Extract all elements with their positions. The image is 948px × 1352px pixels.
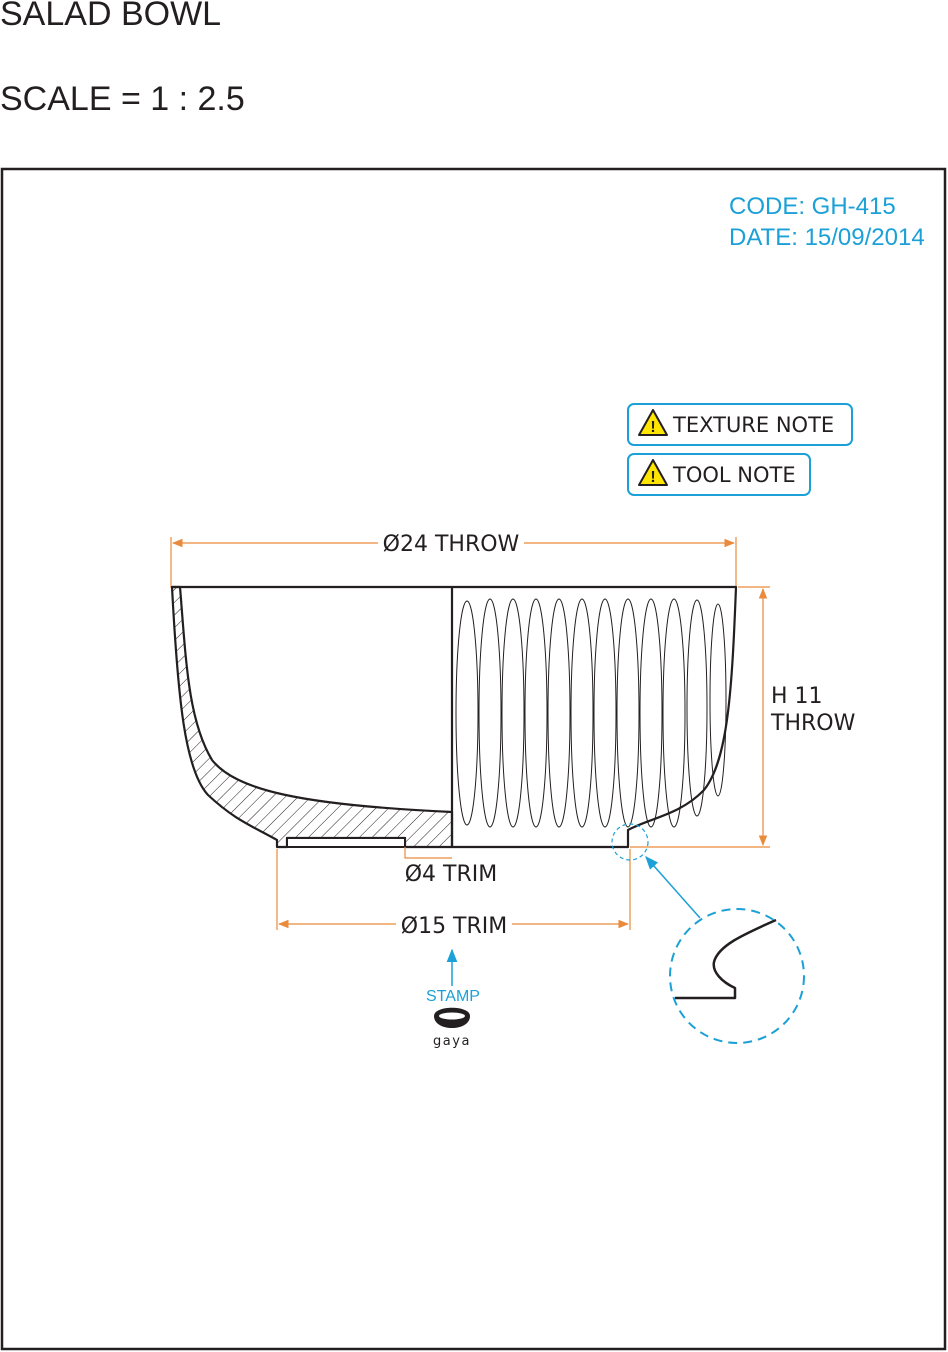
drawing-title: SALAD BOWL bbox=[0, 0, 222, 33]
inner-foot-label: Ø4 TRIM bbox=[404, 862, 498, 887]
foot-diameter-label: Ø15 TRIM bbox=[400, 914, 508, 939]
svg-text:!: ! bbox=[650, 419, 656, 436]
stamp-label: STAMP bbox=[426, 988, 480, 1005]
drawing-scale: SCALE = 1 : 2.5 bbox=[0, 80, 245, 118]
stamp-brand: gaya bbox=[433, 1034, 471, 1049]
texture-flutes bbox=[456, 599, 726, 827]
height-dimension bbox=[630, 587, 856, 847]
inner-foot-dimension bbox=[405, 847, 498, 887]
drawing-frame bbox=[2, 169, 945, 1349]
tool-note-button[interactable] bbox=[628, 454, 810, 495]
drawing-date: DATE: 15/09/2014 bbox=[729, 224, 925, 251]
height-label-line2: THROW bbox=[771, 711, 856, 736]
texture-note-label: TEXTURE NOTE bbox=[673, 413, 835, 437]
height-label-line1: H 11 bbox=[771, 684, 823, 709]
svg-text:!: ! bbox=[650, 469, 656, 486]
gaya-logo-icon bbox=[434, 1008, 470, 1028]
tool-note-label: TOOL NOTE bbox=[673, 463, 796, 487]
top-diameter-label: Ø24 THROW bbox=[382, 532, 520, 557]
texture-note-button[interactable] bbox=[628, 404, 852, 445]
bowl-wall-section bbox=[172, 587, 452, 847]
detail-callout bbox=[612, 824, 804, 1043]
top-diameter-dimension bbox=[171, 532, 736, 588]
foot-recess bbox=[287, 838, 405, 847]
drawing-code: CODE: GH-415 bbox=[729, 193, 896, 220]
stamp-callout bbox=[426, 950, 480, 1049]
